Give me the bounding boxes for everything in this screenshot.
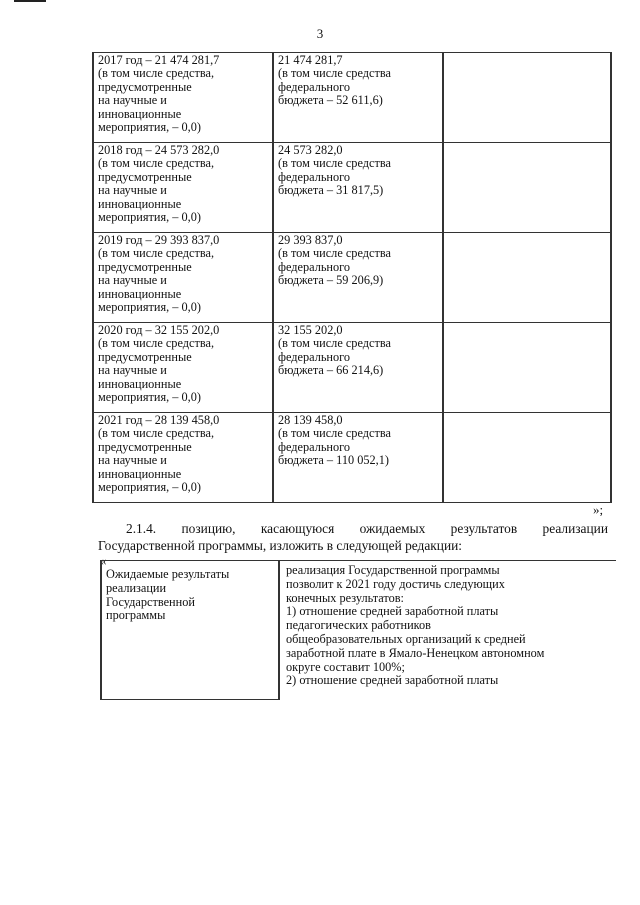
cell-line: предусмотренные — [98, 79, 192, 94]
cell-line: инновационные — [98, 376, 182, 391]
cell-line: федерального — [278, 79, 351, 94]
funding-source-cell — [278, 144, 448, 198]
funding-source-cell — [278, 54, 448, 108]
cell-line: инновационные — [98, 466, 182, 481]
cell-line: 1) отношение средней заработной платы — [286, 604, 499, 619]
paragraph-word: ожидаемых — [359, 521, 426, 536]
results-content-cell — [286, 564, 616, 688]
cell-line: предусмотренные — [98, 259, 192, 274]
row-right-border — [610, 52, 612, 142]
funding-row — [92, 232, 612, 322]
cell-line: (в том числе средства — [278, 66, 391, 81]
cell-line: мероприятия, – 0,0) — [98, 210, 201, 225]
cell-line: (в том числе средства — [278, 426, 391, 441]
paragraph-line-1 — [98, 520, 608, 537]
results-top-border — [100, 560, 616, 561]
funding-total-cell — [98, 234, 270, 314]
cell-line: программы — [106, 608, 166, 623]
cell-line: инновационные — [98, 196, 182, 211]
funding-total-cell — [98, 414, 270, 494]
cell-line: Государственной — [106, 594, 195, 609]
funding-total-cell — [98, 144, 270, 224]
cell-line: на научные и — [98, 363, 167, 378]
cell-line: (в том числе средства, — [98, 426, 215, 441]
cell-line: предусмотренные — [98, 439, 192, 454]
cell-line: федерального — [278, 259, 351, 274]
row-right-border — [610, 142, 612, 232]
cell-line: заработной плате в Ямало-Ненецком автономном — [286, 645, 545, 660]
funding-source-cell — [278, 414, 448, 468]
row-divider-1 — [272, 142, 274, 232]
row-right-border — [610, 322, 612, 412]
cell-line: инновационные — [98, 106, 182, 121]
cell-line: на научные и — [98, 93, 167, 108]
cell-line: 21 474 281,7 — [278, 53, 343, 67]
results-label-cell — [106, 568, 276, 623]
cell-line: предусмотренные — [98, 349, 192, 364]
funding-bottom-border — [92, 502, 612, 503]
cell-line: (в том числе средства — [278, 246, 391, 261]
cell-line: на научные и — [98, 453, 167, 468]
cell-line: федерального — [278, 439, 351, 454]
cell-line: федерального — [278, 349, 351, 364]
paragraph-word: результатов — [450, 521, 518, 536]
cell-line: мероприятия, – 0,0) — [98, 120, 201, 135]
funding-row — [92, 52, 612, 142]
cell-line: на научные и — [98, 273, 167, 288]
cell-line: мероприятия, – 0,0) — [98, 300, 201, 315]
row-left-border — [92, 232, 94, 322]
cell-line: Ожидаемые результаты — [106, 567, 230, 581]
cell-line: 2020 год – 32 155 202,0 — [98, 323, 220, 337]
cell-line: бюджета – 52 611,6) — [278, 93, 383, 108]
cell-line: округе составит 100%; — [286, 659, 405, 674]
paragraph-word: касающуюся — [260, 521, 335, 536]
row-divider-1 — [272, 322, 274, 412]
cell-line: (в том числе средства — [278, 156, 391, 171]
cell-line: 2021 год – 28 139 458,0 — [98, 413, 220, 427]
results-bottom-border — [100, 699, 278, 700]
cell-line: 28 139 458,0 — [278, 413, 343, 427]
cell-line: 2018 год – 24 573 282,0 — [98, 143, 220, 157]
top-edge-mark — [14, 0, 46, 2]
funding-row — [92, 322, 612, 412]
row-left-border — [92, 142, 94, 232]
cell-line: (в том числе средства — [278, 336, 391, 351]
closing-quote-mark: »; — [593, 502, 604, 517]
cell-line: (в том числе средства, — [98, 246, 215, 261]
funding-row — [92, 142, 612, 232]
cell-line: педагогических работников — [286, 618, 431, 633]
paragraph-word: 2.1.4. — [126, 521, 157, 536]
cell-line: инновационные — [98, 286, 182, 301]
cell-line: 24 573 282,0 — [278, 143, 343, 157]
funding-source-cell — [278, 324, 448, 378]
cell-line: (в том числе средства, — [98, 336, 215, 351]
cell-line: 32 155 202,0 — [278, 323, 343, 337]
row-divider-1 — [272, 52, 274, 142]
cell-line: федерального — [278, 169, 351, 184]
cell-line: 2019 год – 29 393 837,0 — [98, 233, 220, 247]
row-right-border — [610, 412, 612, 502]
cell-line: конечных результатов: — [286, 590, 404, 605]
cell-line: бюджета – 59 206,9) — [278, 273, 384, 288]
funding-total-cell — [98, 324, 270, 404]
funding-total-cell — [98, 54, 270, 134]
cell-line: 29 393 837,0 — [278, 233, 343, 247]
cell-line: реализации — [106, 580, 167, 595]
results-left-border — [100, 560, 102, 700]
cell-line: 2017 год – 21 474 281,7 — [98, 53, 220, 67]
paragraph-word: позицию, — [181, 521, 236, 536]
row-left-border — [92, 322, 94, 412]
paragraph-line-2: Государственной программы, изложить в следующей редакции: — [98, 538, 463, 553]
row-left-border — [92, 412, 94, 502]
row-left-border — [92, 52, 94, 142]
results-column-divider — [278, 560, 280, 700]
cell-line: бюджета – 110 052,1) — [278, 453, 389, 468]
cell-line: на научные и — [98, 183, 167, 198]
paragraph-word: реализации — [542, 521, 608, 536]
cell-line: бюджета – 66 214,6) — [278, 363, 384, 378]
cell-line: (в том числе средства, — [98, 66, 215, 81]
results-table — [100, 560, 616, 700]
cell-line: (в том числе средства, — [98, 156, 215, 171]
row-divider-1 — [272, 232, 274, 322]
row-divider-1 — [272, 412, 274, 502]
cell-line: реализация Государственной программы — [286, 563, 500, 577]
cell-line: предусмотренные — [98, 169, 192, 184]
funding-source-cell — [278, 234, 448, 288]
amendment-paragraph — [98, 520, 608, 554]
cell-line: мероприятия, – 0,0) — [98, 480, 201, 495]
cell-line: общеобразовательных организаций к средней — [286, 631, 526, 646]
cell-line: позволит к 2021 году достичь следующих — [286, 576, 505, 591]
page-number: 3 — [316, 26, 324, 41]
cell-line: мероприятия, – 0,0) — [98, 390, 201, 405]
cell-line: 2) отношение средней заработной платы — [286, 673, 499, 688]
funding-table — [92, 52, 612, 503]
cell-line: бюджета – 31 817,5) — [278, 183, 384, 198]
funding-row — [92, 412, 612, 502]
row-right-border — [610, 232, 612, 322]
